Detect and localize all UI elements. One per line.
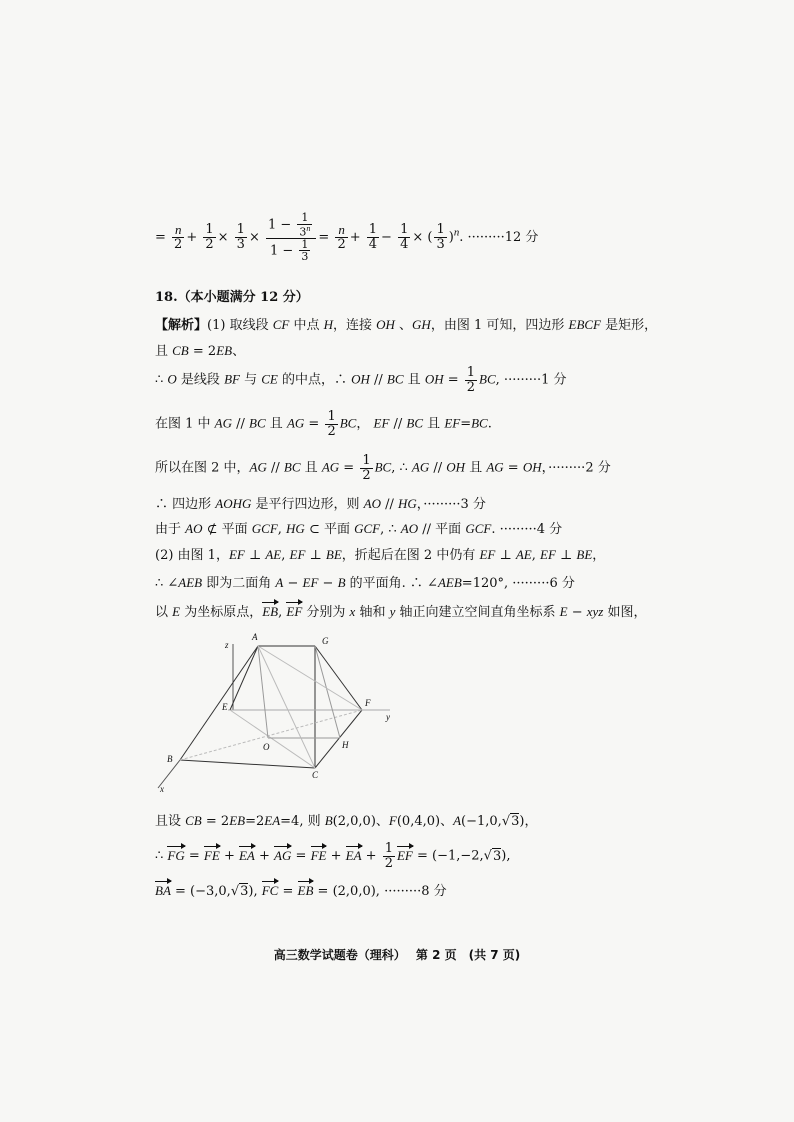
solution-line-5: 所以在图 2 中，AG // BC 且 AG = $\frac{1}{2}$ BC, ∴ AG // OH 且 AG = OH，·········2 分 [155, 453, 611, 483]
page-footer: 高三数学试题卷（理科） 第 2 页 (共 7 页) [273, 948, 521, 962]
label-A: A [252, 632, 258, 642]
label-C: C [312, 770, 319, 780]
label-x: x [160, 784, 164, 794]
solution-line-11: 且设 CB = 2EB=2EA=4, 则 B(2,0,0)、F(0,4,0)、A(−1,0,√3)， [155, 813, 538, 829]
label-E: E [222, 702, 228, 712]
solution-line-8: (2) 由图 1，EF ⊥ AE, EF ⊥ BE，折起后在图 2 中仍有 EF ⊥ AE, EF ⊥ BE， [155, 547, 606, 563]
label-F: F [365, 698, 371, 708]
problem-18-title: 18.（本小题满分 12 分） [155, 290, 309, 305]
edge-EC [230, 710, 315, 768]
solution-line-2: 且 CB = 2EB、 [155, 343, 246, 359]
solution-line-9: ∴ ∠AEB 即为二面角 A − EF − B 的平面角. ∴ ∠AEB=120°, ·········6 分 [155, 575, 575, 591]
edge-AO [258, 646, 268, 738]
label-G: G [322, 636, 329, 646]
edge-BA [180, 646, 258, 760]
solution-line-12: ∴ FG = FE + EA + AG = FE + EA + $\frac{1}{2}$ EF = (−1,−2,√3), [155, 841, 511, 871]
solution-line-3: ∴ O 是线段 BF 与 CE 的中点，∴ OH // BC 且 OH = $\frac{1}{2}$ BC, ·········1 分 [155, 365, 567, 395]
edge-AE [230, 646, 258, 710]
edge-CF [315, 710, 362, 768]
solution-line-4: 在图 1 中 AG // BC 且 AG = $\frac{1}{2}$ BC， EF // BC 且 EF=BC. [155, 409, 492, 439]
label-H: H [342, 740, 349, 750]
solution-line-13: BA = (−3,0,√3), FC = EB = (2,0,0), ·········8 分 [155, 883, 447, 899]
edge-AF [258, 646, 362, 710]
solution-line-6: ∴ 四边形 AOHG 是平行四边形，则 AO // HG，·········3 分 [155, 496, 486, 512]
formula-sum-result: = $\frac{n}{2}$ + $\frac{1}{2}$ × $\frac{1}{3}$ × 1 − $\frac{1}{3^n}$ 1 − $\frac{1}{3}$ = $\frac{n}{2}$ + $\frac{1}{4}$ − $\frac{1}{4}$ × ( $\frac{1}{3}$ )$^n$. ·········12 分 [155, 211, 539, 264]
label-y: y [386, 712, 390, 722]
analysis-tag: 【解析】 [155, 318, 208, 333]
solution-line-1: 【解析】(1) 取线段 CF 中点 H，连接 OH 、GH，由图 1 可知，四边形 EBCF 是矩形， [155, 317, 658, 333]
solution-line-7: 由于 AO ⊄ 平面 GCF, HG ⊂ 平面 GCF, ∴ AO // 平面 GCF. ·········4 分 [155, 521, 563, 537]
label-B: B [167, 754, 173, 764]
edge-GF [315, 646, 362, 710]
label-O: O [263, 742, 270, 752]
edge-BC [180, 760, 315, 768]
solution-line-10: 以 E 为坐标原点，EB, EF 分别为 x 轴和 y 轴正向建立空间直角坐标系 E − xyz 如图， [155, 604, 647, 620]
edge-GH [315, 646, 340, 738]
label-z: z [225, 640, 229, 650]
geometry-diagram [150, 630, 410, 795]
